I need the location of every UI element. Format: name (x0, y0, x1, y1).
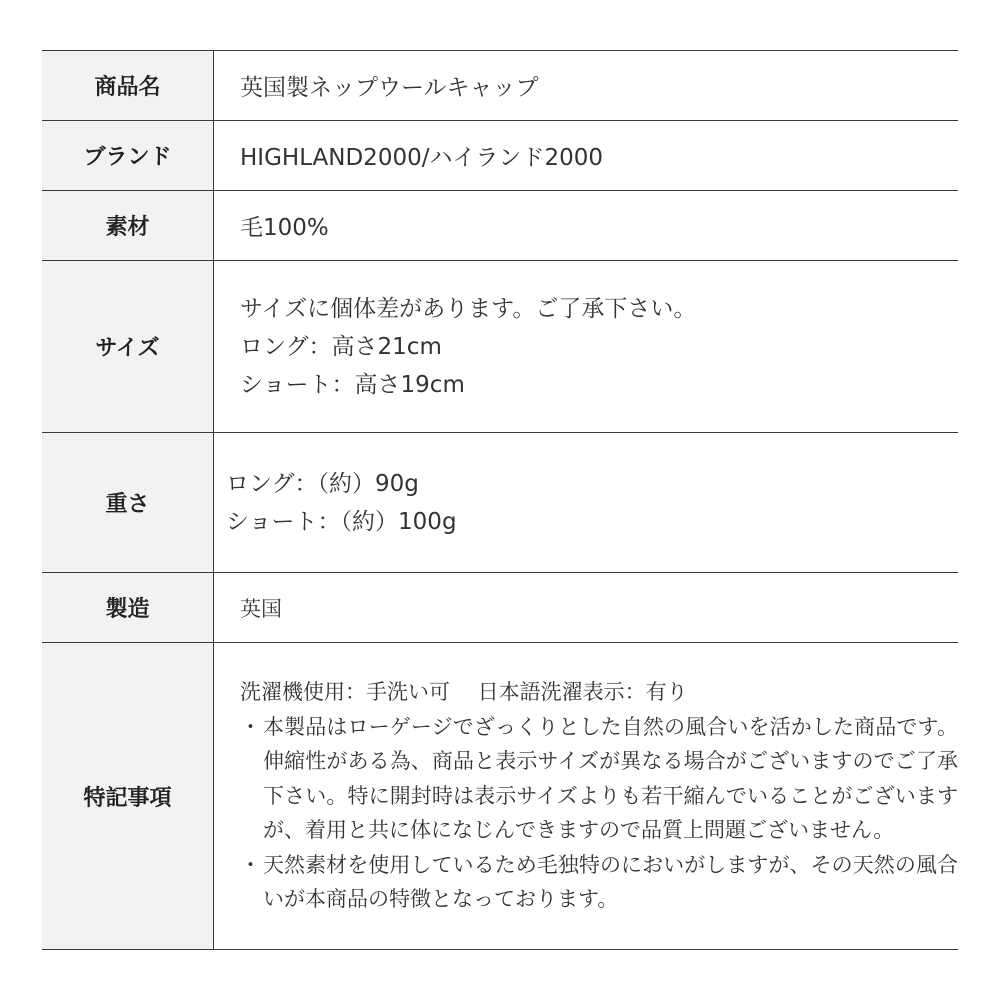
row-size (42, 261, 958, 433)
size-long: ロング：高さ21cm (240, 333, 442, 360)
label-size: サイズ (42, 261, 214, 432)
row-product-name (42, 51, 958, 121)
value-product-name: 英国製ネップウールキャップ (240, 75, 539, 101)
bullet-mark: ・ (240, 852, 261, 877)
value-material: 毛100% (240, 215, 329, 241)
row-brand (42, 121, 958, 191)
size-note: サイズに個体差があります。ご了承下さい。 (240, 295, 697, 322)
notes-bullet-text: 天然素材を使用しているため毛独特のにおいがしますが、その天然の風合いが本商品の特徴となっております。 (263, 852, 958, 912)
label-origin: 製造 (42, 573, 214, 642)
value-weight (214, 433, 958, 572)
row-notes (42, 643, 958, 950)
value-brand: HIGHLAND2000/ハイランド2000 (240, 145, 604, 171)
notes-bullet (240, 710, 958, 848)
weight-long: ロング：（約）90g (226, 470, 419, 497)
notes-bullet (240, 848, 958, 917)
bullet-mark: ・ (240, 714, 261, 739)
value-notes (214, 643, 958, 949)
notes-bullet-text: 本製品はローゲージでざっくりとした自然の風合いを活かした商品です。伸縮性がある為、商品と表示サイズが異なる場合がございますのでご了承下さい。特に開封時は表示サイズよりも若干縮んでいることがございますが、着用と共に体になじんできますので品質上問題ございません。 (263, 714, 958, 843)
value-size (214, 261, 958, 432)
label-material: 素材 (42, 191, 214, 260)
value-origin: 英国 (240, 596, 282, 621)
row-material (42, 191, 958, 261)
notes-block (214, 675, 958, 917)
label-product-name: 商品名 (42, 51, 214, 120)
weight-short: ショート：（約）100g (226, 508, 457, 535)
spec-table (42, 50, 958, 950)
row-weight (42, 433, 958, 573)
row-origin (42, 573, 958, 643)
label-notes: 特記事項 (42, 643, 214, 949)
notes-washing: 洗濯機使用：手洗い可 日本語洗濯表示：有り (240, 680, 688, 705)
label-weight: 重さ (42, 433, 214, 572)
size-short: ショート：高さ19cm (240, 371, 465, 398)
label-brand: ブランド (42, 121, 214, 190)
